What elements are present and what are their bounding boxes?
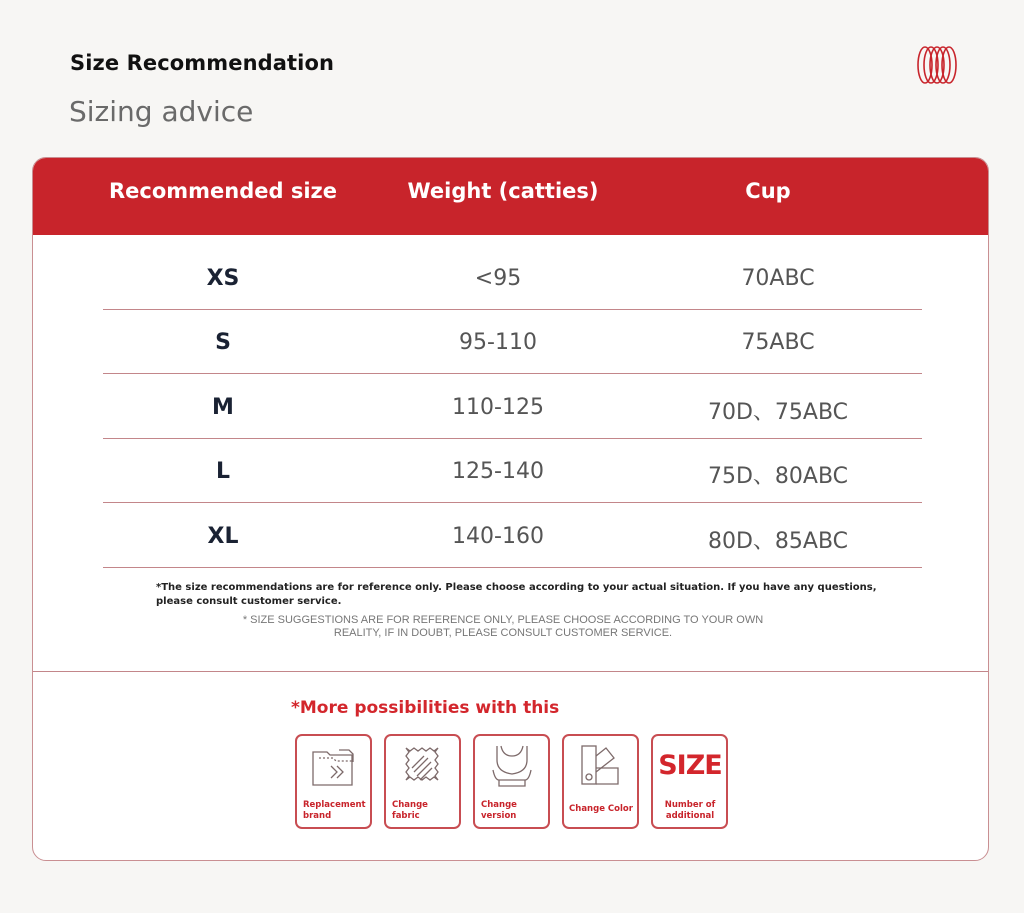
weight-cell: 110-125 [452,395,544,420]
page-title: Size Recommendation [70,51,335,75]
cup-cell: 80D、85ABC [707,529,849,554]
fabric-swatch-icon [398,742,448,792]
feature-replacement-brand [295,734,372,829]
disclaimer-note: *The size recommendations are for reference only. Please choose according to your actual situation. If you have any questions, please consult customer service. [156,582,877,607]
cup-cell: 75ABC [741,330,815,355]
table-row [103,375,922,439]
weight-cell: 95-110 [459,330,537,355]
size-cell: S [215,330,231,355]
size-cell: M [212,395,234,420]
more-heading: *More possibilities with this [291,698,560,718]
feature-label: Number of additional [664,800,716,821]
page-subtitle: Sizing advice [69,95,254,128]
table-row [103,310,922,374]
cup-cell: 70D、75ABC [707,400,849,425]
rings-icon [916,44,958,86]
bra-top-icon [487,742,537,792]
disclaimer-caps: * SIZE SUGGESTIONS ARE FOR REFERENCE ONLY, PLEASE CHOOSE ACCORDING TO YOUR OWN REALITY, IF IN DOUBT, PLEASE CONSULT CUSTOMER SERVICE. [242,614,764,639]
table-row [103,246,922,310]
weight-cell: 140-160 [452,524,544,549]
feature-change-version [473,734,550,829]
column-header-size: Recommended size [108,179,338,203]
feature-label: Change Color [569,804,633,814]
weight-cell: <95 [474,266,522,291]
table-row [103,439,922,503]
table-row [103,504,922,568]
size-text-icon: SIZE [658,750,722,781]
feature-label: Change version [481,800,517,821]
size-cell: L [215,459,231,484]
size-cell: XL [207,524,239,549]
section-divider [33,671,988,672]
column-header-cup: Cup [745,179,791,203]
weight-cell: 125-140 [452,459,544,484]
feature-label: Replacement brand [303,800,366,821]
size-cell: XS [206,266,240,291]
folder-arrow-icon [309,742,359,792]
feature-label: Change fabric [392,800,428,821]
table-header [33,158,988,235]
column-header-weight: Weight (catties) [407,179,599,203]
cup-cell: 75D、80ABC [707,464,849,489]
color-palette-icon [576,742,626,792]
feature-change-color [562,734,639,829]
size-chart-card [32,157,989,861]
feature-change-fabric [384,734,461,829]
cup-cell: 70ABC [741,266,815,291]
feature-number-additional [651,734,728,829]
